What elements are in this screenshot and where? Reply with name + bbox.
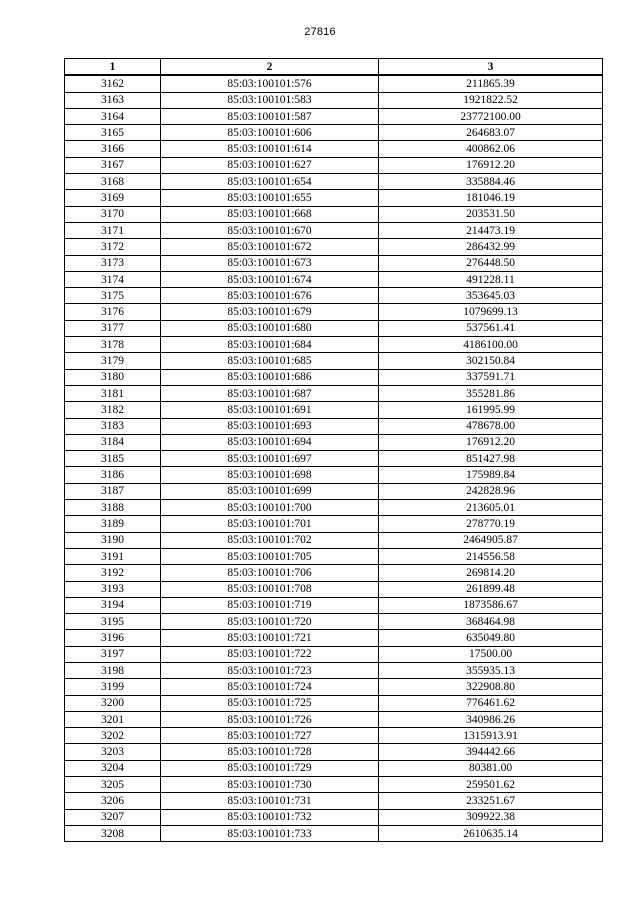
- row-number-cell: 3190: [65, 532, 161, 548]
- row-number-cell: 3205: [65, 777, 161, 793]
- value-cell: 2610635.14: [379, 825, 603, 841]
- cadastral-number-cell: 85:03:100101:627: [161, 157, 379, 173]
- row-number-cell: 3192: [65, 565, 161, 581]
- table-row: [65, 597, 603, 613]
- table-row: [65, 662, 603, 678]
- row-number-cell: 3206: [65, 793, 161, 809]
- row-number-cell: 3189: [65, 516, 161, 532]
- row-number-cell: 3207: [65, 809, 161, 825]
- value-cell: 286432.99: [379, 239, 603, 255]
- value-cell: 368464.98: [379, 614, 603, 630]
- value-cell: 181046.19: [379, 190, 603, 206]
- row-number-cell: 3204: [65, 760, 161, 776]
- table-row: [65, 614, 603, 630]
- table-row: [65, 793, 603, 809]
- table-row: [65, 451, 603, 467]
- value-cell: 23772100.00: [379, 108, 603, 124]
- row-number-cell: 3181: [65, 385, 161, 401]
- page-number: 27816: [304, 26, 336, 38]
- value-cell: 278770.19: [379, 516, 603, 532]
- cadastral-number-cell: 85:03:100101:722: [161, 646, 379, 662]
- column-header-2: 2: [161, 59, 379, 76]
- value-cell: 353645.03: [379, 288, 603, 304]
- cadastral-number-cell: 85:03:100101:698: [161, 467, 379, 483]
- cadastral-number-cell: 85:03:100101:699: [161, 483, 379, 499]
- row-number-cell: 3174: [65, 271, 161, 287]
- row-number-cell: 3165: [65, 125, 161, 141]
- table-row: [65, 206, 603, 222]
- table-row: [65, 385, 603, 401]
- table-row: [65, 483, 603, 499]
- table-body: [65, 75, 603, 841]
- table-row: [65, 337, 603, 353]
- value-cell: 269814.20: [379, 565, 603, 581]
- cadastral-number-cell: 85:03:100101:672: [161, 239, 379, 255]
- cadastral-number-cell: 85:03:100101:606: [161, 125, 379, 141]
- row-number-cell: 3182: [65, 402, 161, 418]
- row-number-cell: 3171: [65, 222, 161, 238]
- cadastral-number-cell: 85:03:100101:725: [161, 695, 379, 711]
- table-row: [65, 809, 603, 825]
- cadastral-number-cell: 85:03:100101:697: [161, 451, 379, 467]
- row-number-cell: 3168: [65, 174, 161, 190]
- table-row: [65, 711, 603, 727]
- cadastral-number-cell: 85:03:100101:674: [161, 271, 379, 287]
- cadastral-number-cell: 85:03:100101:700: [161, 500, 379, 516]
- cadastral-number-cell: 85:03:100101:687: [161, 385, 379, 401]
- table-row: [65, 777, 603, 793]
- value-cell: 340986.26: [379, 711, 603, 727]
- value-cell: 242828.96: [379, 483, 603, 499]
- table-row: [65, 320, 603, 336]
- value-cell: 537561.41: [379, 320, 603, 336]
- cadastral-number-cell: 85:03:100101:728: [161, 744, 379, 760]
- table-row: [65, 679, 603, 695]
- value-cell: 211865.39: [379, 75, 603, 92]
- row-number-cell: 3180: [65, 369, 161, 385]
- cadastral-number-cell: 85:03:100101:684: [161, 337, 379, 353]
- cadastral-number-cell: 85:03:100101:668: [161, 206, 379, 222]
- value-cell: 276448.50: [379, 255, 603, 271]
- value-cell: 302150.84: [379, 353, 603, 369]
- table-row: [65, 174, 603, 190]
- value-cell: 337591.71: [379, 369, 603, 385]
- value-cell: 17500.00: [379, 646, 603, 662]
- row-number-cell: 3185: [65, 451, 161, 467]
- value-cell: 80381.00: [379, 760, 603, 776]
- table-row: [65, 532, 603, 548]
- row-number-cell: 3170: [65, 206, 161, 222]
- cadastral-number-cell: 85:03:100101:693: [161, 418, 379, 434]
- table-row: [65, 190, 603, 206]
- cadastral-number-cell: 85:03:100101:720: [161, 614, 379, 630]
- table-row: [65, 467, 603, 483]
- value-cell: 1079699.13: [379, 304, 603, 320]
- table-row: [65, 548, 603, 564]
- row-number-cell: 3208: [65, 825, 161, 841]
- cadastral-number-cell: 85:03:100101:701: [161, 516, 379, 532]
- cadastral-number-cell: 85:03:100101:721: [161, 630, 379, 646]
- table-row: [65, 141, 603, 157]
- value-cell: 400862.06: [379, 141, 603, 157]
- cadastral-number-cell: 85:03:100101:719: [161, 597, 379, 613]
- table-row: [65, 728, 603, 744]
- table-row: [65, 418, 603, 434]
- value-cell: 2464905.87: [379, 532, 603, 548]
- row-number-cell: 3169: [65, 190, 161, 206]
- row-number-cell: 3191: [65, 548, 161, 564]
- table-row: [65, 255, 603, 271]
- value-cell: 355935.13: [379, 662, 603, 678]
- cadastral-number-cell: 85:03:100101:723: [161, 662, 379, 678]
- value-cell: 214473.19: [379, 222, 603, 238]
- value-cell: 1873586.67: [379, 597, 603, 613]
- table-row: [65, 92, 603, 108]
- table-row: [65, 434, 603, 450]
- row-number-cell: 3163: [65, 92, 161, 108]
- cadastral-number-cell: 85:03:100101:733: [161, 825, 379, 841]
- table-row: [65, 304, 603, 320]
- cadastral-number-cell: 85:03:100101:676: [161, 288, 379, 304]
- header-row: [65, 59, 603, 76]
- table-row: [65, 825, 603, 841]
- row-number-cell: 3201: [65, 711, 161, 727]
- cadastral-value-table: [64, 58, 603, 842]
- row-number-cell: 3166: [65, 141, 161, 157]
- value-cell: 259501.62: [379, 777, 603, 793]
- cadastral-number-cell: 85:03:100101:583: [161, 92, 379, 108]
- value-cell: 261899.48: [379, 581, 603, 597]
- row-number-cell: 3197: [65, 646, 161, 662]
- table-row: [65, 744, 603, 760]
- cadastral-number-cell: 85:03:100101:679: [161, 304, 379, 320]
- value-cell: 478678.00: [379, 418, 603, 434]
- row-number-cell: 3187: [65, 483, 161, 499]
- value-cell: 635049.80: [379, 630, 603, 646]
- table-row: [65, 369, 603, 385]
- column-header-1: 1: [65, 59, 161, 76]
- row-number-cell: 3173: [65, 255, 161, 271]
- row-number-cell: 3186: [65, 467, 161, 483]
- row-number-cell: 3200: [65, 695, 161, 711]
- row-number-cell: 3203: [65, 744, 161, 760]
- cadastral-number-cell: 85:03:100101:706: [161, 565, 379, 581]
- row-number-cell: 3172: [65, 239, 161, 255]
- table-row: [65, 108, 603, 124]
- row-number-cell: 3196: [65, 630, 161, 646]
- row-number-cell: 3179: [65, 353, 161, 369]
- cadastral-number-cell: 85:03:100101:731: [161, 793, 379, 809]
- cadastral-number-cell: 85:03:100101:673: [161, 255, 379, 271]
- row-number-cell: 3198: [65, 662, 161, 678]
- table-row: [65, 288, 603, 304]
- cadastral-number-cell: 85:03:100101:587: [161, 108, 379, 124]
- value-cell: 203531.50: [379, 206, 603, 222]
- cadastral-number-cell: 85:03:100101:691: [161, 402, 379, 418]
- value-cell: 335884.46: [379, 174, 603, 190]
- cadastral-number-cell: 85:03:100101:680: [161, 320, 379, 336]
- table-row: [65, 581, 603, 597]
- row-number-cell: 3176: [65, 304, 161, 320]
- value-cell: 176912.20: [379, 434, 603, 450]
- table-row: [65, 760, 603, 776]
- row-number-cell: 3184: [65, 434, 161, 450]
- value-cell: 394442.66: [379, 744, 603, 760]
- value-cell: 776461.62: [379, 695, 603, 711]
- table-row: [65, 239, 603, 255]
- table-row: [65, 402, 603, 418]
- cadastral-number-cell: 85:03:100101:655: [161, 190, 379, 206]
- row-number-cell: 3188: [65, 500, 161, 516]
- value-cell: 233251.67: [379, 793, 603, 809]
- table-row: [65, 695, 603, 711]
- value-cell: 214556.58: [379, 548, 603, 564]
- row-number-cell: 3178: [65, 337, 161, 353]
- row-number-cell: 3202: [65, 728, 161, 744]
- column-header-3: 3: [379, 59, 603, 76]
- cadastral-number-cell: 85:03:100101:654: [161, 174, 379, 190]
- value-cell: 491228.11: [379, 271, 603, 287]
- cadastral-number-cell: 85:03:100101:705: [161, 548, 379, 564]
- row-number-cell: 3195: [65, 614, 161, 630]
- cadastral-number-cell: 85:03:100101:614: [161, 141, 379, 157]
- row-number-cell: 3177: [65, 320, 161, 336]
- value-cell: 1315913.91: [379, 728, 603, 744]
- value-cell: 264683.07: [379, 125, 603, 141]
- value-cell: 322908.80: [379, 679, 603, 695]
- row-number-cell: 3194: [65, 597, 161, 613]
- row-number-cell: 3167: [65, 157, 161, 173]
- table-row: [65, 75, 603, 92]
- cadastral-number-cell: 85:03:100101:576: [161, 75, 379, 92]
- row-number-cell: 3164: [65, 108, 161, 124]
- row-number-cell: 3199: [65, 679, 161, 695]
- cadastral-number-cell: 85:03:100101:685: [161, 353, 379, 369]
- value-cell: 4186100.00: [379, 337, 603, 353]
- cadastral-number-cell: 85:03:100101:724: [161, 679, 379, 695]
- value-cell: 213605.01: [379, 500, 603, 516]
- table-row: [65, 222, 603, 238]
- cadastral-number-cell: 85:03:100101:686: [161, 369, 379, 385]
- cadastral-number-cell: 85:03:100101:730: [161, 777, 379, 793]
- cadastral-number-cell: 85:03:100101:727: [161, 728, 379, 744]
- cadastral-number-cell: 85:03:100101:708: [161, 581, 379, 597]
- cadastral-number-cell: 85:03:100101:729: [161, 760, 379, 776]
- value-cell: 309922.38: [379, 809, 603, 825]
- value-cell: 1921822.52: [379, 92, 603, 108]
- table-row: [65, 646, 603, 662]
- table-row: [65, 125, 603, 141]
- value-cell: 176912.20: [379, 157, 603, 173]
- cadastral-number-cell: 85:03:100101:726: [161, 711, 379, 727]
- row-number-cell: 3193: [65, 581, 161, 597]
- table-row: [65, 271, 603, 287]
- table-row: [65, 565, 603, 581]
- value-cell: 175989.84: [379, 467, 603, 483]
- row-number-cell: 3162: [65, 75, 161, 92]
- cadastral-number-cell: 85:03:100101:732: [161, 809, 379, 825]
- table-row: [65, 353, 603, 369]
- value-cell: 355281.86: [379, 385, 603, 401]
- cadastral-number-cell: 85:03:100101:702: [161, 532, 379, 548]
- cadastral-number-cell: 85:03:100101:670: [161, 222, 379, 238]
- table-row: [65, 516, 603, 532]
- table-row: [65, 500, 603, 516]
- value-cell: 851427.98: [379, 451, 603, 467]
- table-row: [65, 157, 603, 173]
- value-cell: 161995.99: [379, 402, 603, 418]
- table-row: [65, 630, 603, 646]
- table-header: [65, 59, 603, 76]
- row-number-cell: 3175: [65, 288, 161, 304]
- cadastral-number-cell: 85:03:100101:694: [161, 434, 379, 450]
- row-number-cell: 3183: [65, 418, 161, 434]
